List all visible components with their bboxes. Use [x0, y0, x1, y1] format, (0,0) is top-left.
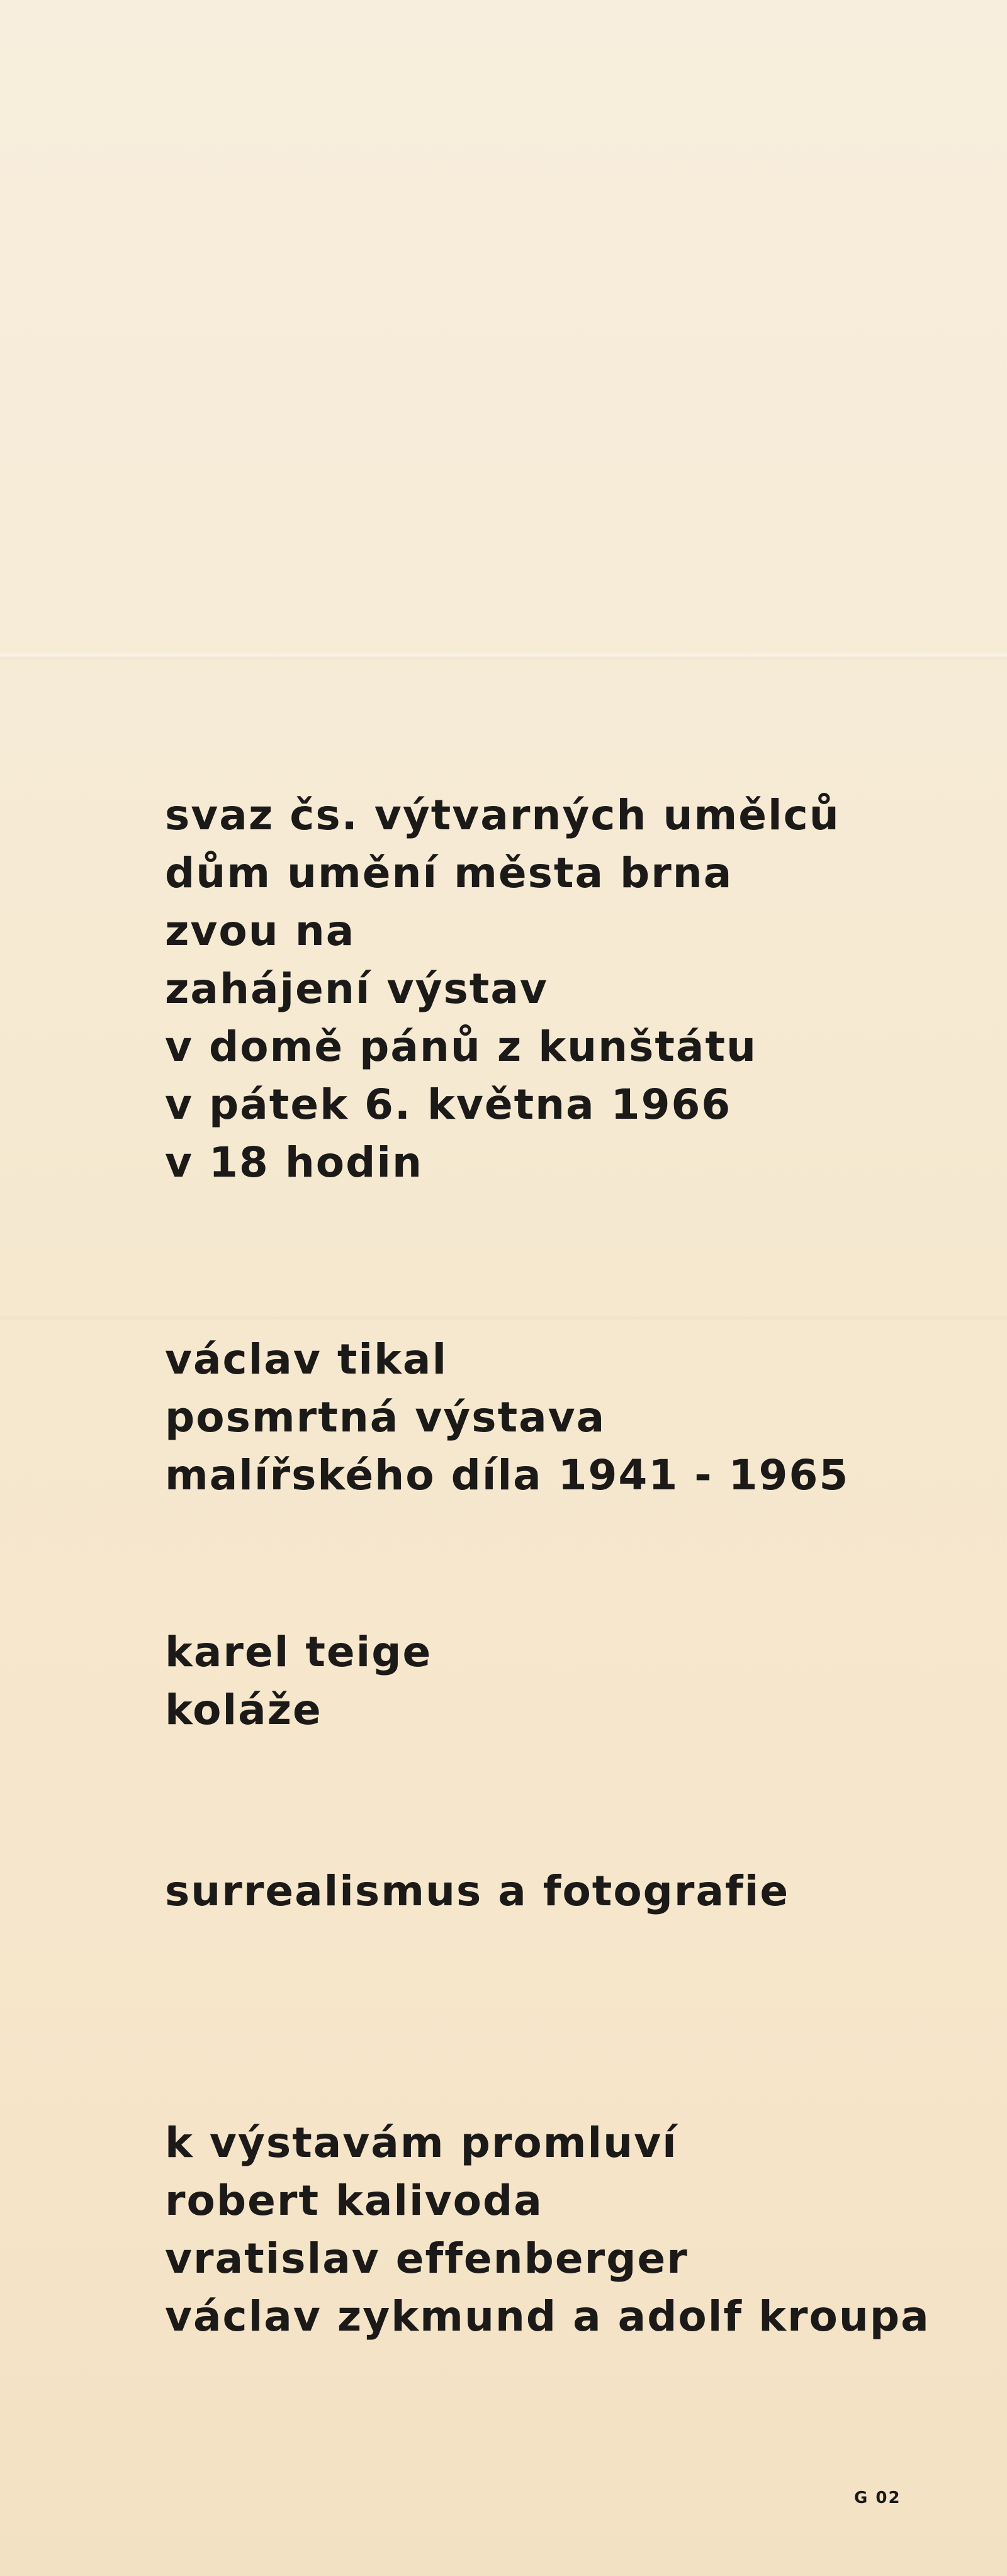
invitation-line-opening: zahájení výstav: [165, 965, 548, 1013]
invitation-line-organizer: svaz čs. výtvarných umělců: [165, 791, 840, 839]
exhibition-teige-block: [165, 1623, 920, 1739]
invitation-line-venue: v domě pánů z kunštátu: [165, 1022, 757, 1071]
speaker-effenberger: vratislav effenberger: [165, 2234, 689, 2283]
speakers-block: [165, 2114, 930, 2346]
exhibition-tikal-years: malířského díla 1941 - 1965: [165, 1451, 850, 1499]
exhibition-tikal-block: [165, 1331, 920, 1504]
exhibition-surrealism-title: surrealismus a fotografie: [165, 1867, 790, 1915]
speakers-heading: k výstavám promluví: [165, 2119, 678, 2167]
invitation-block: [165, 787, 920, 1192]
exhibition-tikal-artist: václav tikal: [165, 1335, 448, 1384]
paper-fold-lower: [0, 1315, 1007, 1321]
invitation-line-venue-org: dům umění města brna: [165, 849, 733, 897]
invitation-line-invite: zvou na: [165, 907, 356, 955]
invitation-line-date: v pátek 6. května 1966: [165, 1080, 732, 1129]
catalog-code: G 02: [854, 2489, 901, 2507]
invitation-line-time: v 18 hodin: [165, 1138, 424, 1187]
speaker-kalivoda: robert kalivoda: [165, 2176, 543, 2225]
exhibition-teige-subtitle: koláže: [165, 1686, 322, 1734]
exhibition-teige-artist: karel teige: [165, 1628, 432, 1676]
exhibition-surrealism-block: [165, 1862, 920, 1920]
exhibition-tikal-subtitle: posmrtná výstava: [165, 1393, 606, 1442]
paper-fold-upper: [0, 651, 1007, 659]
speaker-zykmund-kroupa: václav zykmund a adolf kroupa: [165, 2292, 930, 2341]
